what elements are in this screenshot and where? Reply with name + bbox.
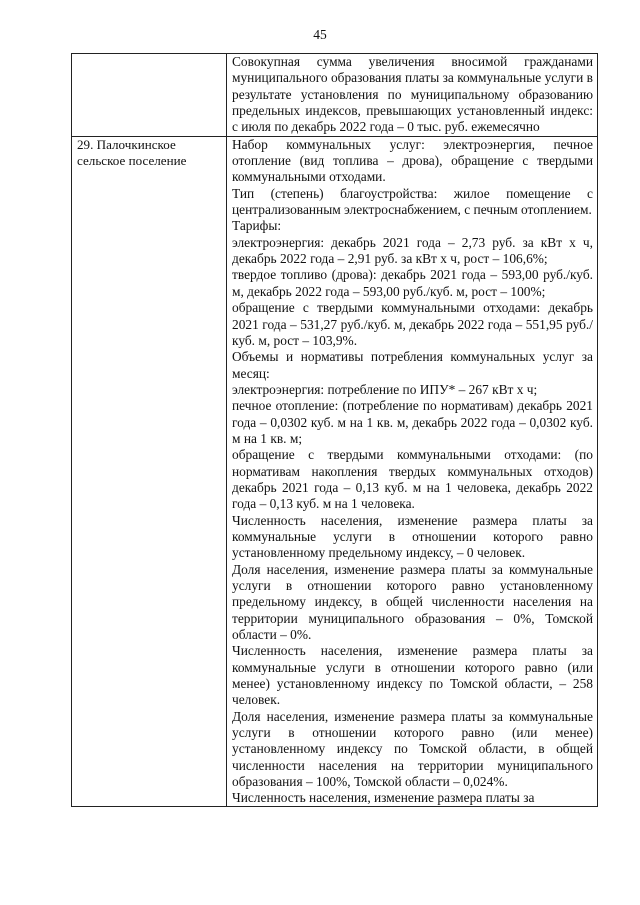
details-cell	[227, 136, 598, 807]
details-cell	[227, 54, 598, 137]
details-paragraph: Объемы и нормативы потребления коммунальных услуг за месяц:	[232, 349, 593, 381]
details-paragraph: Численность населения, изменение размера платы за	[232, 790, 535, 806]
page-number: 45	[313, 27, 327, 42]
table-row	[72, 54, 598, 137]
tariff-table	[71, 53, 598, 807]
details-paragraph: Доля населения, изменение размера платы за коммунальные услуги в отношении которого равно установленному предельному индексу, в общей численности населения на территории муниципального образования – 0%, Томской области – 0%.	[232, 561, 593, 643]
details-paragraph: Доля населения, изменение размера платы за коммунальные услуги в отношении которого равно (или менее) установленному индексу по Томской области, в общей численности населения на территории муниципального образования – 100%, Томской области – 0,024%.	[232, 708, 593, 790]
details-paragraph: обращение с твердыми коммунальными отходами: (по нормативам накопления твердых коммунальных отходов) декабрь 2021 года – 0,13 куб. м на 1 человека, декабрь 2022 года – 0,13 куб. м на 1 человека.	[232, 447, 593, 512]
municipality-cell	[72, 54, 227, 137]
details-paragraph: Тарифы:	[232, 218, 282, 234]
details-paragraph: Тип (степень) благоустройства: жилое помещение с централизованным электроснабжением, с печным отоплением.	[232, 185, 593, 218]
details-paragraph: печное отопление: (потребление по нормативам) декабрь 2021 года – 0,0302 куб. м на 1 кв. м, декабрь 2022 года – 0,0302 куб. м на 1 кв. м;	[232, 398, 593, 446]
details-paragraph: Численность населения, изменение размера платы за коммунальные услуги в отношении которого равно установленному предельному индексу, – 0 человек.	[232, 512, 593, 561]
details-paragraph: Набор коммунальных услуг: электроэнергия, печное отопление (вид топлива – дрова), обращение с твердыми коммунальными отходами.	[232, 136, 593, 185]
municipality-cell: 29. Палочкинское сельское поселение	[72, 136, 227, 807]
details-paragraph: твердое топливо (дрова): декабрь 2021 года – 593,00 руб./куб. м, декабрь 2022 года – 593,00 руб./куб. м, рост – 100%;	[232, 267, 593, 299]
details-paragraph: электроэнергия: потребление по ИПУ* – 267 кВт х ч;	[232, 381, 538, 397]
details-paragraph: обращение с твердыми коммунальными отходами: декабрь 2021 года – 531,27 руб./куб. м, декабрь 2022 года – 551,95 руб./куб. м, рост – 103,9%.	[232, 300, 593, 348]
details-paragraph: Совокупная сумма увеличения вносимой гражданами муниципального образования платы за коммунальные услуги в результате установления по муниципальному образованию предельных индексов, превышающих установленный индекс: с июля по декабрь 2022 года – 0 тыс. руб. ежемесячно	[232, 54, 593, 135]
details-paragraph: электроэнергия: декабрь 2021 года – 2,73 руб. за кВт х ч, декабрь 2022 года – 2,91 руб. за кВт х ч, рост – 106,6%;	[232, 234, 593, 267]
details-paragraph: Численность населения, изменение размера платы за коммунальные услуги в отношении которого равно (или менее) установленному индексу по Томской области, – 258 человек.	[232, 643, 593, 708]
table-row	[72, 136, 598, 807]
